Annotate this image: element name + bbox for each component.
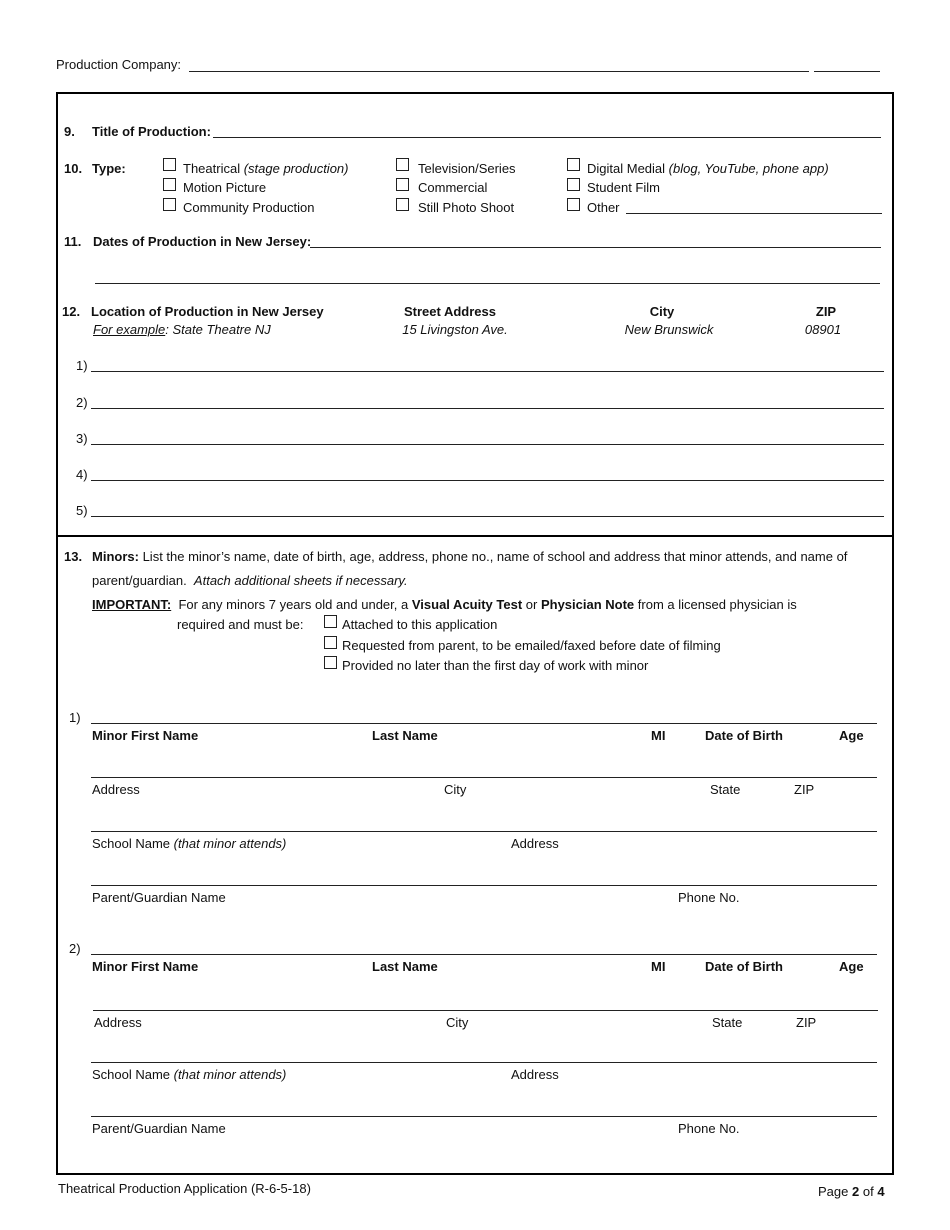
minor-2-number: 2) [69, 941, 81, 956]
zip-label: ZIP [794, 782, 815, 797]
location-row-number: 2) [76, 395, 88, 410]
minors-intro-line1 [92, 549, 847, 564]
school-address-label: Address [511, 1067, 559, 1082]
minors-label: Minors: [92, 549, 139, 564]
important-label: IMPORTANT: [92, 597, 172, 612]
minors-text1: List the minor’s name, date of birth, age, address, phone no., name of school and address that minor attends, and name of [142, 549, 848, 564]
minors-text2: parent/guardian. [92, 573, 187, 588]
requested-checkbox[interactable] [324, 636, 337, 649]
page-prefix: Page [818, 1184, 849, 1199]
television-checkbox[interactable] [396, 158, 409, 171]
example-venue: : State Theatre NJ [165, 322, 271, 337]
guardian-name-label: Parent/Guardian Name [92, 890, 226, 905]
minor-1-number: 1) [69, 710, 81, 725]
theatrical-checkbox[interactable] [163, 158, 176, 171]
q10-number: 10. [64, 161, 83, 176]
location-example [93, 322, 271, 337]
minor-2-name-field[interactable] [91, 954, 877, 955]
commercial-checkbox[interactable] [396, 178, 409, 191]
production-company-label: Production Company: [56, 57, 182, 72]
zip-header: ZIP [815, 304, 837, 319]
provided-label: Provided no later than the first day of work with minor [342, 658, 649, 673]
minors-attach-note: Attach additional sheets if necessary. [193, 573, 408, 588]
address-label: Address [92, 782, 140, 797]
commercial-label: Commercial [418, 180, 488, 195]
page-current: 2 [852, 1184, 860, 1199]
motion-picture-label: Motion Picture [183, 180, 267, 195]
minor-1-name-field[interactable] [91, 723, 877, 724]
attached-checkbox[interactable] [324, 615, 337, 628]
state-label: State [712, 1015, 743, 1030]
type-label: Type: [92, 161, 126, 176]
attached-label: Attached to this application [342, 617, 498, 632]
dates-of-production-field-2[interactable] [95, 283, 880, 284]
city-header: City [649, 304, 675, 319]
other-label: Other [587, 200, 620, 215]
important-note [92, 597, 797, 612]
mi-label: MI [651, 959, 666, 974]
address-label: Address [94, 1015, 142, 1030]
q9-number: 9. [64, 124, 75, 139]
location-row-field-4[interactable] [91, 480, 884, 481]
motion-picture-checkbox[interactable] [163, 178, 176, 191]
visual-acuity-text: Visual Acuity Test [411, 597, 523, 612]
last-name-label: Last Name [372, 959, 438, 974]
minor-1-school-field[interactable] [91, 831, 877, 832]
form-frame [56, 92, 894, 1175]
school-name-text: School Name [92, 1067, 171, 1082]
minor-first-name-label: Minor First Name [92, 728, 199, 743]
example-zip: 08901 [804, 322, 842, 337]
community-production-label: Community Production [183, 200, 315, 215]
important-text-b: from a licensed physician is [637, 597, 797, 612]
guardian-name-label: Parent/Guardian Name [92, 1121, 226, 1136]
phone-label: Phone No. [678, 1121, 740, 1136]
television-label: Television/Series [418, 161, 516, 176]
requested-label: Requested from parent, to be emailed/faxed before date of filming [342, 638, 721, 653]
city-label: City [446, 1015, 469, 1030]
location-label: Location of Production in New Jersey [91, 304, 324, 319]
minor-2-guardian-field[interactable] [91, 1116, 877, 1117]
school-note: (that minor attends) [173, 1067, 287, 1082]
last-name-label: Last Name [372, 728, 438, 743]
student-film-label: Student Film [587, 180, 660, 195]
location-row-number: 1) [76, 358, 88, 373]
minor-2-school-field[interactable] [91, 1062, 877, 1063]
section-divider [56, 535, 894, 537]
location-row-field-2[interactable] [91, 408, 884, 409]
state-label: State [710, 782, 741, 797]
student-film-checkbox[interactable] [567, 178, 580, 191]
required-label: required and must be: [177, 617, 304, 632]
minor-1-address-field[interactable] [91, 777, 877, 778]
example-prefix: For example [93, 322, 166, 337]
example-street: 15 Livingston Ave. [402, 322, 508, 337]
theatrical-option [183, 161, 348, 176]
zip-label: ZIP [796, 1015, 817, 1030]
page-number [818, 1184, 885, 1199]
school-note: (that minor attends) [173, 836, 287, 851]
important-text-a: For any minors 7 years old and under, a [178, 597, 409, 612]
city-label: City [444, 782, 467, 797]
digital-label: Digital Medial [587, 161, 666, 176]
minor-2-address-field[interactable] [93, 1010, 878, 1011]
q12-number: 12. [62, 304, 81, 319]
phone-label: Phone No. [678, 890, 740, 905]
digital-checkbox[interactable] [567, 158, 580, 171]
street-address-header: Street Address [404, 304, 496, 319]
location-row-number: 5) [76, 503, 88, 518]
location-row-field-5[interactable] [91, 516, 884, 517]
digital-note: (blog, YouTube, phone app) [668, 161, 829, 176]
title-of-production-field[interactable] [213, 137, 881, 138]
still-photo-label: Still Photo Shoot [418, 200, 515, 215]
other-field[interactable] [626, 213, 882, 214]
location-row-field-3[interactable] [91, 444, 884, 445]
still-photo-checkbox[interactable] [396, 198, 409, 211]
other-checkbox[interactable] [567, 198, 580, 211]
example-city: New Brunswick [624, 322, 714, 337]
digital-option [587, 161, 829, 176]
location-row-field-1[interactable] [91, 371, 884, 372]
location-row-number: 4) [76, 467, 88, 482]
community-production-checkbox[interactable] [163, 198, 176, 211]
minor-first-name-label: Minor First Name [92, 959, 199, 974]
theatrical-label: Theatrical [183, 161, 241, 176]
provided-checkbox[interactable] [324, 656, 337, 669]
title-of-production-label: Title of Production: [92, 124, 211, 139]
dates-of-production-label: Dates of Production in New Jersey: [93, 234, 312, 249]
minor-1-guardian-field[interactable] [91, 885, 877, 886]
q11-number: 11. [64, 234, 82, 249]
theatrical-note: (stage production) [243, 161, 349, 176]
mi-label: MI [651, 728, 666, 743]
location-row-number: 3) [76, 431, 88, 446]
dates-of-production-field[interactable] [310, 247, 881, 248]
form-name: Theatrical Production Application (R-6-5-18) [58, 1181, 311, 1196]
production-company-field[interactable] [189, 71, 809, 72]
physician-note-text: Physician Note [540, 597, 635, 612]
age-label: Age [839, 728, 864, 743]
date-of-birth-label: Date of Birth [705, 959, 783, 974]
or-text: or [525, 597, 538, 612]
age-label: Age [839, 959, 864, 974]
q13-number: 13. [64, 549, 83, 564]
page-total: 4 [877, 1184, 885, 1199]
school-address-label: Address [511, 836, 559, 851]
production-company-extra-field[interactable] [814, 71, 880, 72]
page-of: of [862, 1184, 874, 1199]
minors-intro-line2 [92, 573, 408, 588]
school-name-label [92, 836, 286, 851]
school-name-label [92, 1067, 286, 1082]
school-name-text: School Name [92, 836, 171, 851]
date-of-birth-label: Date of Birth [705, 728, 783, 743]
